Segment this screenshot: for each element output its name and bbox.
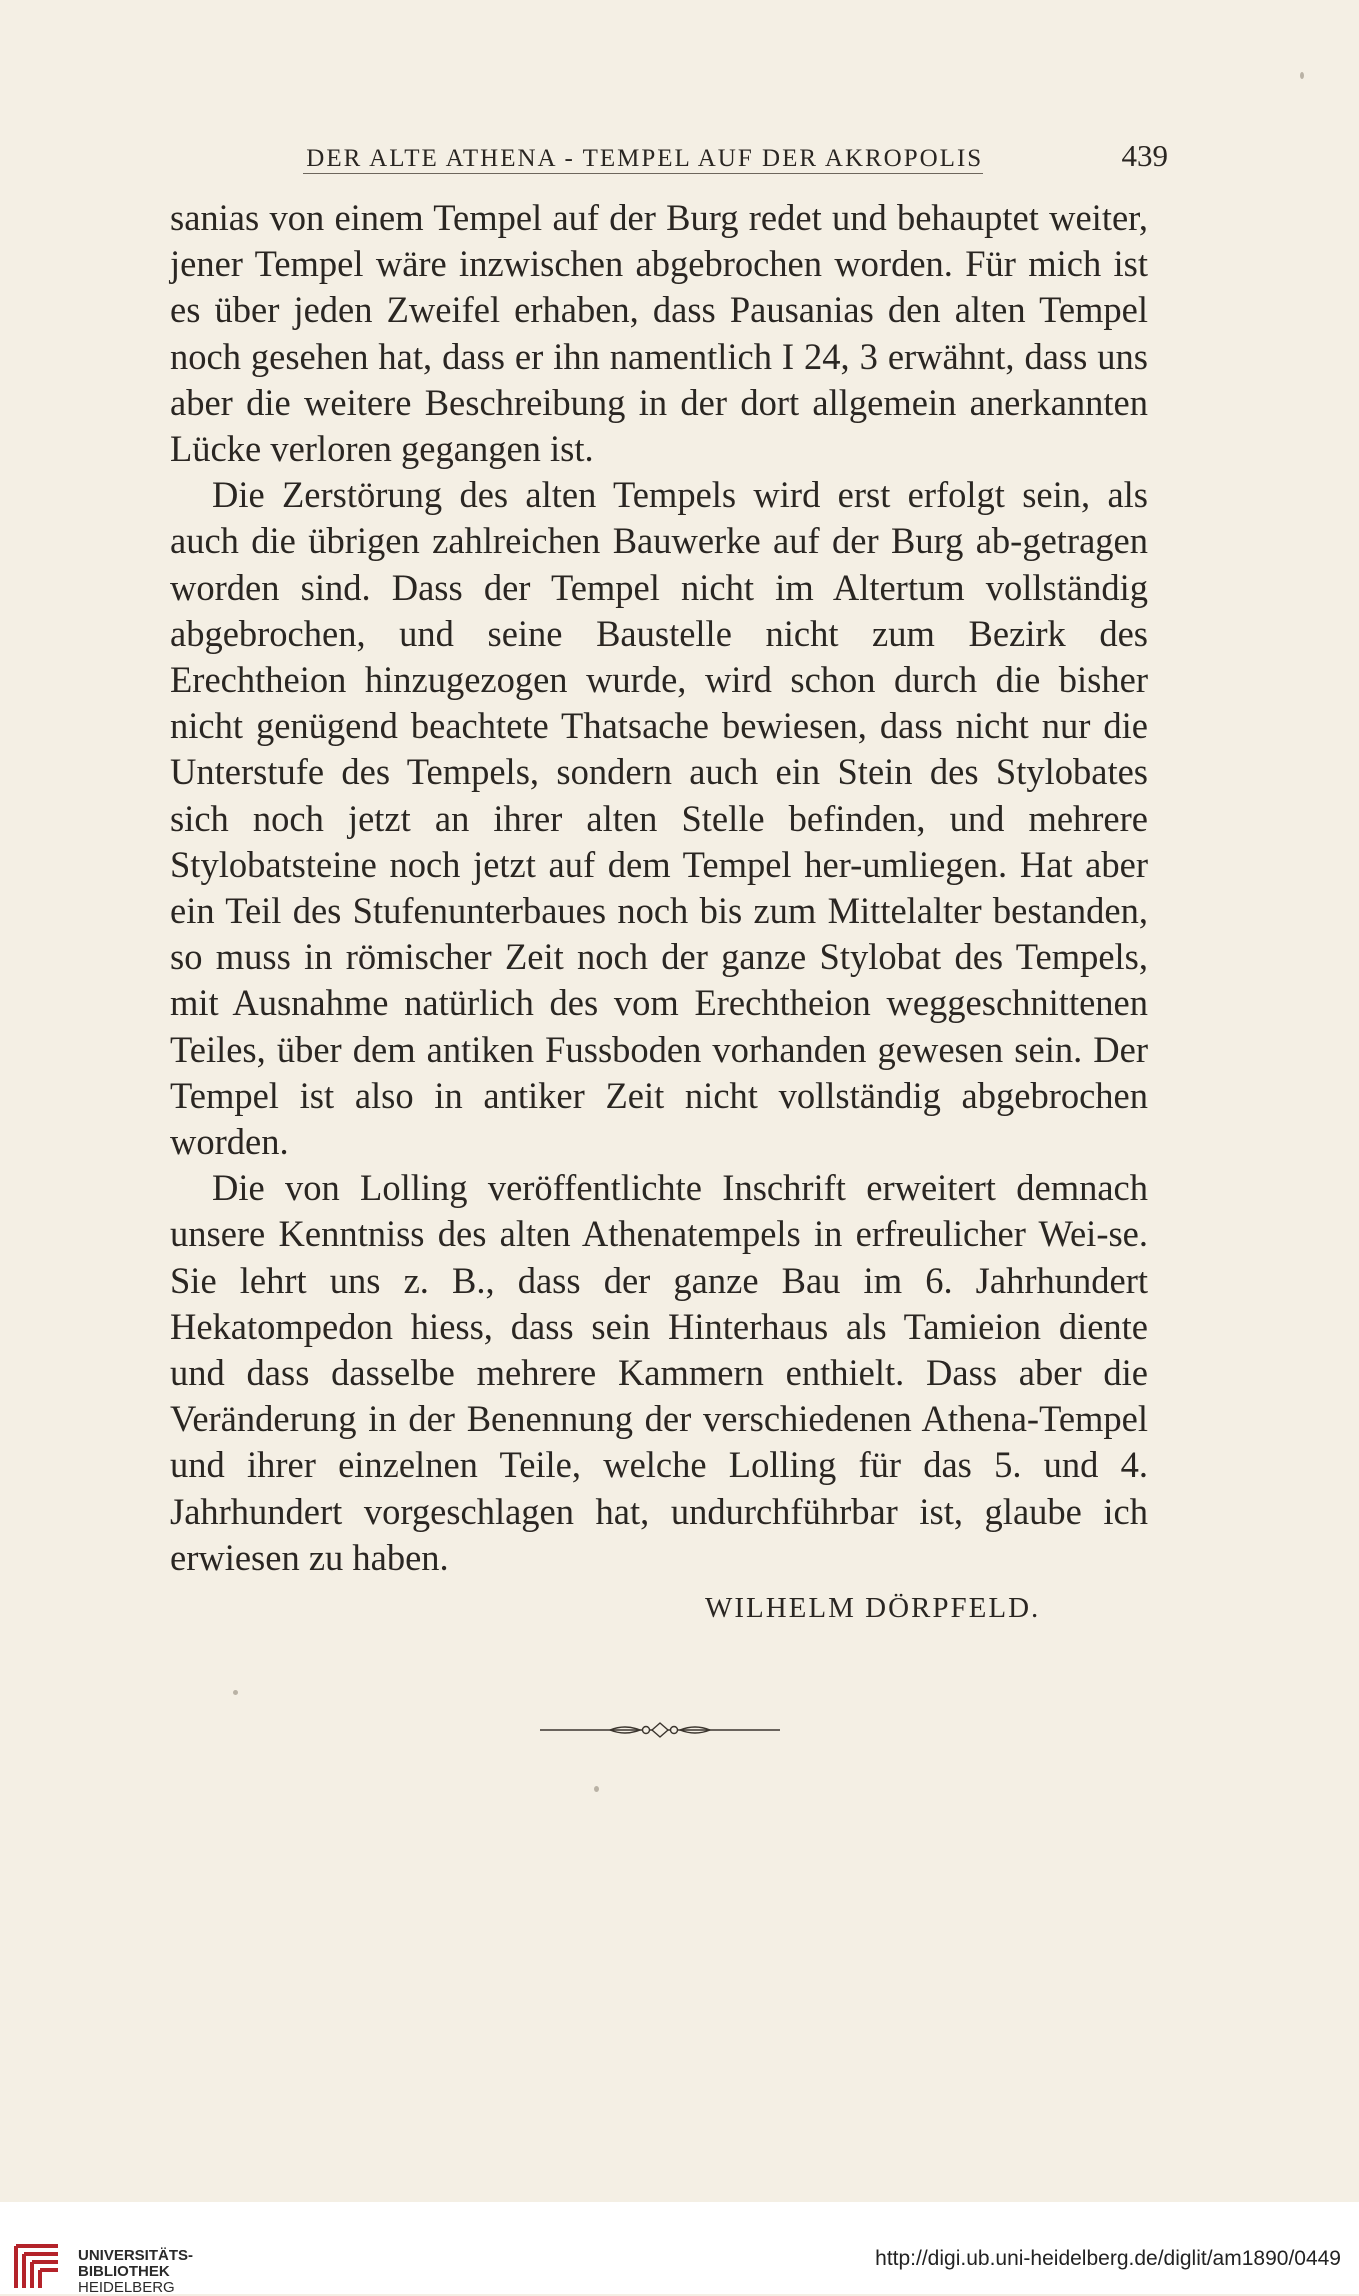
- paper-speck: [1300, 72, 1304, 79]
- running-head: [168, 138, 1168, 174]
- paragraph-1: sanias von einem Tempel auf der Burg redet und behauptet weiter, jener Tempel wäre inzwischen abgebrochen worden. Für mich ist es über jeden Zweifel erhaben, dass Pausanias den alten Tempel noch gesehen hat, dass er ihn namentlich I 24, 3 erwähnt, dass uns aber die weitere Beschreibung in der dort allgemein anerkannten Lücke verloren gegangen ist.: [170, 197, 1148, 470]
- library-name-line3: HEIDELBERG: [78, 2279, 175, 2296]
- running-title: DER ALTE ATHENA - TEMPEL AUF DER AKROPOLIS: [306, 145, 984, 172]
- paragraph-3: Die von Lolling veröffentlichte Inschrift erweitert demnach unsere Kenntniss des alten Athenatempels in erfreulicher Wei-se. Sie lehrt uns z. B., dass der ganze Bau im 6. Jahrhundert Hekatompedon hiess, dass sein Hinterhaus als Tamieion diente und dass dasselbe mehrere Kammern enthielt. Dass aber die Veränderung in der Benennung der verschiedenen Athena-Tempel und ihrer einzelnen Teile, welche Lolling für das 5. und 4. Jahrhundert vorgeschlagen hat, undurchführbar ist, glaube ich erwiesen zu haben.: [170, 1167, 1148, 1578]
- author-signature: WILHELM DÖRPFELD.: [705, 1592, 1041, 1624]
- page-number: 439: [1121, 138, 1168, 173]
- paper-speck: [594, 1786, 599, 1792]
- library-name: [78, 2248, 193, 2296]
- paper-speck: [233, 1690, 238, 1695]
- source-url-link[interactable]: http://digi.ub.uni-heidelberg.de/diglit/am1890/0449: [875, 2247, 1341, 2270]
- library-name-line2: BIBLIOTHEK: [78, 2263, 170, 2280]
- library-name-line1: UNIVERSITÄTS-: [78, 2247, 194, 2264]
- library-logo-icon: [10, 2240, 64, 2294]
- header-rule: [303, 173, 983, 174]
- end-ornament-icon: [540, 1718, 780, 1742]
- paragraph-2: Die Zerstörung des alten Tempels wird erst erfolgt sein, als auch die übrigen zahlreichen Bauwerke auf der Burg ab-getragen worden sind. Dass der Tempel nicht im Altertum vollständig abgebrochen, und seine Baustelle nicht zum Bezirk des Erechtheion hinzugezogen wurde, wird schon durch die bisher nicht genügend beachtete Thatsache bewiesen, dass nicht nur die Unterstufe des Tempels, sondern auch ein Stein des Stylobates sich noch jetzt an ihrer alten Stelle befinden, und mehrere Stylobatsteine noch jetzt auf dem Tempel her-umliegen. Hat aber ein Teil des Stufenunterbaues noch bis zum Mittelalter bestanden, so muss in römischer Zeit noch der ganze Stylobat des Tempels, mit Ausnahme natürlich des vom Erechtheion weggeschnittenen Teiles, über dem antiken Fussboden vorhanden gewesen sein. Der Tempel ist also in antiker Zeit nicht vollständig abgebrochen worden.: [170, 474, 1148, 1163]
- body-text: [170, 195, 1148, 1581]
